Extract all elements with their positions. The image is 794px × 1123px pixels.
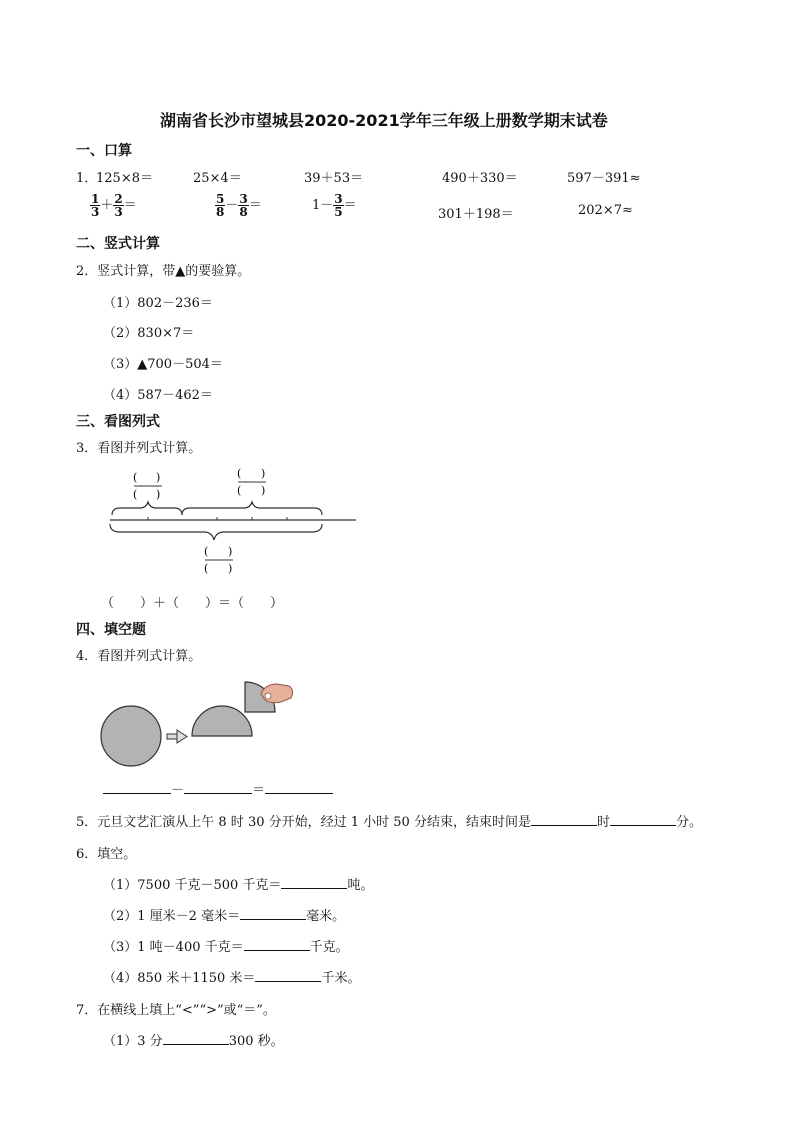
section-heading-1: 一、口算: [76, 143, 132, 159]
fill-item: （3）1 吨－400 千克＝ 千克。: [103, 940, 349, 955]
question-3: 3．看图并列式计算。: [76, 441, 202, 456]
svg-text:): ): [156, 488, 161, 501]
fill-item: （1）7500 千克－500 千克＝ 吨。: [103, 878, 374, 893]
question-5: 5．元旦文艺汇演从上午 8 时 30 分开始，经过 1 小时 50 分结束，结束时间是 时 分。: [76, 815, 702, 830]
answer-blank[interactable]: [531, 813, 597, 826]
arrow-right-icon: [167, 730, 187, 743]
fraction: $\frac{1}{3}$: [91, 192, 100, 219]
fill-item: （2）1 厘米－2 毫米＝ 毫米。: [103, 909, 346, 924]
oral-calc-item: 301＋198＝: [438, 207, 514, 222]
question-2: 2．竖式计算，带▲的要验算。: [76, 264, 251, 279]
question-6: 6．填空。: [76, 847, 137, 862]
number-line-diagram: [100, 462, 370, 580]
svg-text:(: (: [204, 562, 209, 575]
section-heading-3: 三、看图列式: [76, 414, 160, 430]
answer-blank[interactable]: [103, 781, 171, 794]
question-number-1: 1．: [76, 171, 98, 186]
fraction: $\frac{5}{8}$: [216, 192, 225, 219]
answer-blank[interactable]: [281, 876, 347, 889]
section-heading-2: 二、竖式计算: [76, 236, 160, 252]
brace-upper-right: [182, 502, 322, 515]
answer-blank[interactable]: [255, 969, 321, 982]
brace-upper-left: [112, 502, 182, 515]
oral-calc-item: 39＋53＝: [304, 171, 364, 186]
full-circle: [101, 706, 161, 766]
question-4: 4．看图并列式计算。: [76, 649, 202, 664]
oral-calc-item: 490＋330＝: [442, 171, 518, 186]
svg-text:(: (: [237, 467, 242, 480]
svg-text:): ): [261, 484, 266, 497]
answer-blank[interactable]: [265, 781, 333, 794]
fraction-expression-1: $\frac{1}{3}$ ＋ $\frac{2}{3}$ ＝: [91, 192, 137, 219]
equation-blanks: （ ）＋（ ）＝（ ）: [101, 596, 284, 611]
fraction: $\frac{2}{3}$: [114, 192, 123, 219]
svg-text:): ): [228, 562, 233, 575]
svg-text:(: (: [133, 488, 138, 501]
vertical-calc-item: （3）▲700－504＝: [103, 357, 223, 372]
oral-calc-item: 125×8＝: [96, 171, 153, 186]
vertical-calc-item: （4）587－462＝: [103, 388, 213, 403]
svg-text:(: (: [237, 484, 242, 497]
fraction-expression-3: 1－ $\frac{3}{5}$ ＝: [312, 192, 357, 219]
svg-text:(: (: [133, 471, 138, 484]
answer-blank[interactable]: [240, 907, 306, 920]
blank-fraction-top-right: [237, 467, 266, 497]
oral-calc-item: 202×7≈: [578, 203, 633, 218]
oral-calc-item: 597－391≈: [567, 171, 641, 186]
vertical-calc-item: （2）830×7＝: [103, 326, 195, 341]
compare-item: （1）3 分 300 秒。: [103, 1034, 284, 1049]
section-heading-4: 四、填空题: [76, 622, 146, 638]
svg-text:): ): [261, 467, 266, 480]
answer-blank[interactable]: [163, 1032, 229, 1045]
brace-lower: [110, 524, 322, 540]
fill-item: （4）850 米＋1150 米＝ 千米。: [103, 971, 361, 986]
svg-text:): ): [228, 545, 233, 558]
three-quarter-circle: [192, 706, 252, 736]
svg-text:(: (: [204, 545, 209, 558]
question-7: 7．在横线上填上“<”“>”或“＝”。: [76, 1003, 276, 1018]
blank-fraction-top-left: [133, 471, 162, 501]
blank-fraction-bottom: [204, 545, 233, 575]
fraction-expression-2: $\frac{5}{8}$ － $\frac{3}{8}$ ＝: [216, 192, 262, 219]
svg-text:): ): [156, 471, 161, 484]
fraction: $\frac{3}{5}$: [334, 192, 343, 219]
q4-equation-line: － ＝: [103, 779, 333, 798]
page-title: 湖南省长沙市望城县2020-2021学年三年级上册数学期末试卷: [160, 111, 608, 130]
fraction: $\frac{3}{8}$: [239, 192, 248, 219]
answer-blank[interactable]: [184, 781, 252, 794]
hand-icon: [261, 684, 293, 703]
oral-calc-item: 25×4＝: [193, 171, 242, 186]
vertical-calc-item: （1）802－236＝: [103, 296, 213, 311]
circle-diagram: [95, 672, 310, 772]
answer-blank[interactable]: [610, 813, 676, 826]
answer-blank[interactable]: [244, 938, 310, 951]
